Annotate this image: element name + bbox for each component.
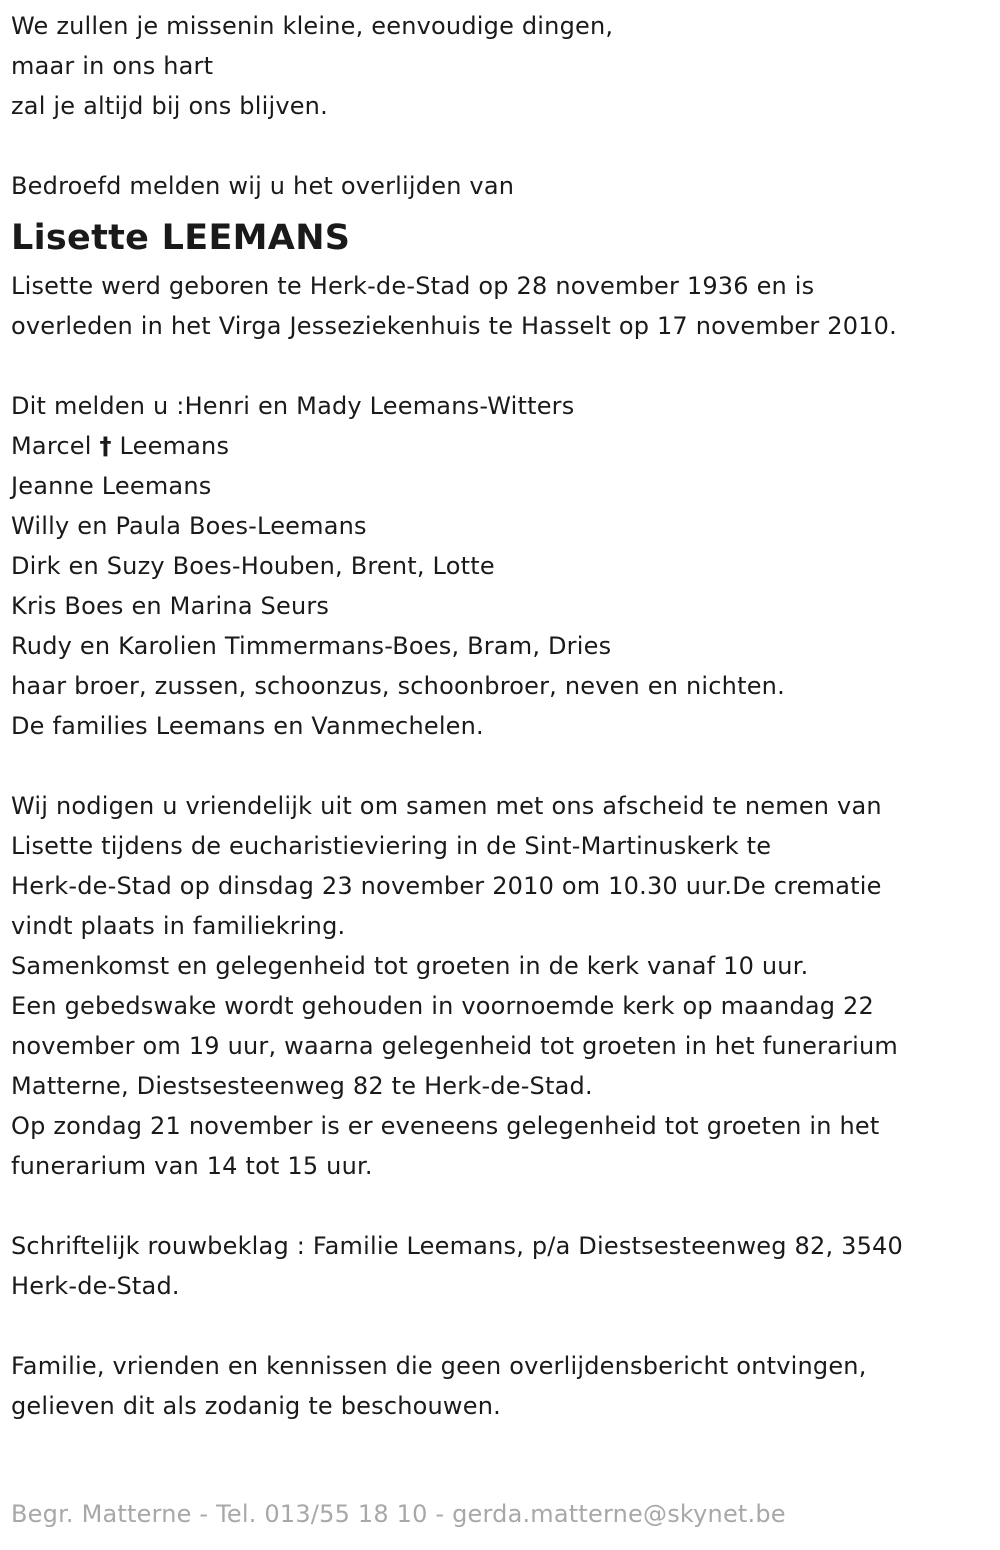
family-intro: Dit melden u :Henri en Mady Leemans-Witters (11, 392, 575, 420)
ceremony-line: Lisette tijdens de eucharistieviering in de Sint-Martinuskerk te (11, 832, 772, 860)
family-member: Willy en Paula Boes-Leemans (11, 512, 367, 540)
family-member-marcel (11, 426, 991, 466)
ceremony-line: Matterne, Diestsesteenweg 82 te Herk-de-Stad. (11, 1072, 593, 1100)
closing-line: Familie, vrienden en kennissen die geen overlijdensbericht ontvingen, (11, 1352, 867, 1380)
marcel-last-name: Leemans (119, 432, 230, 460)
condolences-line: Herk-de-Stad. (11, 1272, 180, 1300)
ceremony-block (11, 786, 991, 1186)
ceremony-line: november om 19 uur, waarna gelegenheid tot groeten in het funerarium (11, 1032, 898, 1060)
closing-line: gelieven dit als zodanig te beschouwen. (11, 1392, 501, 1420)
biography-line: Lisette werd geboren te Herk-de-Stad op 28 november 1936 en is (11, 272, 815, 300)
family-member: Rudy en Karolien Timmermans-Boes, Bram, Dries (11, 632, 612, 660)
condolences-line: Schriftelijk rouwbeklag : Familie Leemans, p/a Diestsesteenweg 82, 3540 (11, 1232, 903, 1260)
poem-line: zal je altijd bij ons blijven. (11, 92, 328, 120)
spacer (11, 1306, 991, 1346)
ceremony-line: Een gebedswake wordt gehouden in voornoemde kerk op maandag 22 (11, 992, 874, 1020)
marcel-first-name: Marcel (11, 432, 92, 460)
biography-line: overleden in het Virga Jesseziekenhuis te Hasselt op 17 november 2010. (11, 312, 897, 340)
spacer (11, 746, 991, 786)
ceremony-line: Op zondag 21 november is er eveneens gelegenheid tot groeten in het (11, 1112, 880, 1140)
family-member: Jeanne Leemans (11, 472, 212, 500)
obituary-notice (11, 6, 991, 1426)
ceremony-line: Herk-de-Stad op dinsdag 23 november 2010 om 10.30 uur.De crematie (11, 872, 882, 900)
condolences-block (11, 1226, 991, 1306)
poem-block (11, 6, 991, 126)
ceremony-line: funerarium van 14 tot 15 uur. (11, 1152, 373, 1180)
ceremony-line: Wij nodigen u vriendelijk uit om samen met ons afscheid te nemen van (11, 792, 882, 820)
spacer (11, 126, 991, 166)
family-member: Dirk en Suzy Boes-Houben, Brent, Lotte (11, 552, 495, 580)
poem-line: We zullen je missenin kleine, eenvoudige dingen, (11, 12, 614, 40)
spacer (11, 1186, 991, 1226)
announcement-text: Bedroefd melden wij u het overlijden van (11, 172, 515, 200)
family-member: haar broer, zussen, schoonzus, schoonbroer, neven en nichten. (11, 672, 785, 700)
biography-block (11, 266, 991, 346)
family-block (11, 386, 991, 746)
ceremony-line: Samenkomst en gelegenheid tot groeten in de kerk vanaf 10 uur. (11, 952, 809, 980)
deceased-name: Lisette LEEMANS (11, 218, 351, 258)
closing-block (11, 1346, 991, 1426)
cross-icon: † (99, 432, 112, 460)
spacer (11, 346, 991, 386)
poem-line: maar in ons hart (11, 52, 214, 80)
funeral-home-footer: Begr. Matterne - Tel. 013/55 18 10 - gerda.matterne@skynet.be (11, 1500, 786, 1528)
family-member: Kris Boes en Marina Seurs (11, 592, 330, 620)
ceremony-line: vindt plaats in familiekring. (11, 912, 346, 940)
family-member: De families Leemans en Vanmechelen. (11, 712, 484, 740)
